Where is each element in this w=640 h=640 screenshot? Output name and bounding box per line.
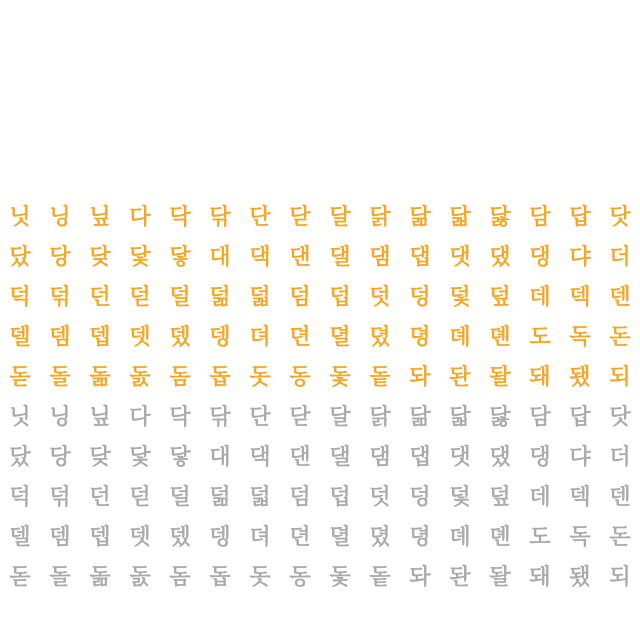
glyph-cell: 돕 bbox=[209, 365, 231, 390]
glyph-cell: 닦 bbox=[209, 405, 231, 430]
glyph-cell: 뎬 bbox=[489, 325, 511, 350]
glyph-cell: 돨 bbox=[489, 565, 511, 590]
glyph-cell: 뎁 bbox=[89, 325, 111, 350]
glyph-cell: 덕 bbox=[9, 285, 31, 310]
glyph-cell: 돤 bbox=[449, 365, 471, 390]
glyph-cell: 답 bbox=[569, 205, 591, 230]
glyph-cell: 데 bbox=[529, 285, 551, 310]
glyph-cell: 뎬 bbox=[489, 525, 511, 550]
glyph-cell: 돨 bbox=[489, 365, 511, 390]
glyph-cell: 뎐 bbox=[289, 325, 311, 350]
glyph-cell: 돛 bbox=[329, 365, 351, 390]
glyph-cell: 닭 bbox=[369, 405, 391, 430]
orange-block-row bbox=[0, 278, 640, 318]
glyph-cell: 댑 bbox=[409, 245, 431, 270]
glyph-cell: 닳 bbox=[489, 205, 511, 230]
glyph-cell: 댁 bbox=[249, 445, 271, 470]
glyph-cell: 닯 bbox=[449, 205, 471, 230]
glyph-cell: 댕 bbox=[529, 245, 551, 270]
glyph-cell: 뎌 bbox=[249, 325, 271, 350]
glyph-cell: 담 bbox=[529, 205, 551, 230]
glyph-cell: 뎄 bbox=[169, 325, 191, 350]
glyph-cell: 돈 bbox=[609, 525, 631, 550]
glyph-cell: 돼 bbox=[529, 565, 551, 590]
glyph-cell: 덫 bbox=[449, 485, 471, 510]
glyph-cell: 닥 bbox=[169, 205, 191, 230]
glyph-cell: 덱 bbox=[569, 485, 591, 510]
glyph-cell: 덤 bbox=[289, 285, 311, 310]
glyph-cell: 다 bbox=[129, 405, 151, 430]
glyph-cell: 댓 bbox=[449, 245, 471, 270]
glyph-cell: 뎔 bbox=[329, 525, 351, 550]
glyph-cell: 댔 bbox=[489, 445, 511, 470]
glyph-cell: 뎄 bbox=[169, 525, 191, 550]
glyph-cell: 덕 bbox=[9, 485, 31, 510]
glyph-cell: 덜 bbox=[169, 485, 191, 510]
glyph-cell: 덧 bbox=[369, 485, 391, 510]
glyph-cell: 덱 bbox=[569, 285, 591, 310]
glyph-cell: 닛 bbox=[9, 205, 31, 230]
glyph-cell: 닳 bbox=[489, 405, 511, 430]
orange-block-row bbox=[0, 318, 640, 358]
gray-block-row bbox=[0, 478, 640, 518]
glyph-cell: 동 bbox=[289, 365, 311, 390]
glyph-cell: 단 bbox=[249, 405, 271, 430]
orange-block-row bbox=[0, 198, 640, 238]
glyph-cell: 덮 bbox=[489, 285, 511, 310]
glyph-cell: 뎔 bbox=[329, 325, 351, 350]
glyph-cell: 돠 bbox=[409, 365, 431, 390]
glyph-cell: 독 bbox=[569, 525, 591, 550]
glyph-cell: 덩 bbox=[409, 285, 431, 310]
glyph-cell: 대 bbox=[209, 245, 231, 270]
glyph-cell: 닝 bbox=[49, 405, 71, 430]
glyph-cell: 됐 bbox=[569, 365, 591, 390]
glyph-cell: 돠 bbox=[409, 565, 431, 590]
glyph-cell: 덥 bbox=[329, 485, 351, 510]
glyph-cell: 돋 bbox=[9, 365, 31, 390]
glyph-cell: 댈 bbox=[329, 245, 351, 270]
glyph-cell: 덛 bbox=[129, 485, 151, 510]
glyph-cell: 닻 bbox=[129, 245, 151, 270]
glyph-cell: 덧 bbox=[369, 285, 391, 310]
glyph-cell: 달 bbox=[329, 405, 351, 430]
glyph-cell: 닸 bbox=[9, 245, 31, 270]
glyph-cell: 돗 bbox=[249, 565, 271, 590]
glyph-cell: 닫 bbox=[289, 205, 311, 230]
glyph-cell: 닺 bbox=[89, 245, 111, 270]
glyph-cell: 닭 bbox=[369, 205, 391, 230]
glyph-cell: 댁 bbox=[249, 245, 271, 270]
glyph-cell: 달 bbox=[329, 205, 351, 230]
glyph-cell: 돐 bbox=[129, 365, 151, 390]
glyph-cell: 던 bbox=[89, 485, 111, 510]
glyph-cell: 덩 bbox=[409, 485, 431, 510]
glyph-cell: 당 bbox=[49, 245, 71, 270]
glyph-cell: 댔 bbox=[489, 245, 511, 270]
glyph-cell: 덖 bbox=[49, 485, 71, 510]
glyph-cell: 덴 bbox=[609, 485, 631, 510]
glyph-cell: 돤 bbox=[449, 565, 471, 590]
glyph-cell: 닻 bbox=[129, 445, 151, 470]
glyph-cell: 덛 bbox=[129, 285, 151, 310]
glyph-cell: 닷 bbox=[609, 405, 631, 430]
glyph-cell: 도 bbox=[529, 525, 551, 550]
glyph-cell: 뎀 bbox=[49, 325, 71, 350]
glyph-cell: 덫 bbox=[449, 285, 471, 310]
glyph-cell: 닝 bbox=[49, 205, 71, 230]
glyph-cell: 돝 bbox=[369, 365, 391, 390]
glyph-cell: 돔 bbox=[169, 565, 191, 590]
glyph-cell: 뎌 bbox=[249, 525, 271, 550]
glyph-cell: 됐 bbox=[569, 565, 591, 590]
glyph-cell: 던 bbox=[89, 285, 111, 310]
glyph-cell: 닮 bbox=[409, 205, 431, 230]
glyph-cell: 덜 bbox=[169, 285, 191, 310]
glyph-cell: 뎠 bbox=[369, 325, 391, 350]
glyph-cell: 덖 bbox=[49, 285, 71, 310]
gray-block-row bbox=[0, 398, 640, 438]
glyph-cell: 닸 bbox=[9, 445, 31, 470]
glyph-cell: 댑 bbox=[409, 445, 431, 470]
glyph-cell: 동 bbox=[289, 565, 311, 590]
glyph-cell: 댓 bbox=[449, 445, 471, 470]
glyph-cell: 닢 bbox=[89, 205, 111, 230]
glyph-cell: 덟 bbox=[249, 285, 271, 310]
glyph-cell: 덥 bbox=[329, 285, 351, 310]
glyph-cell: 뎨 bbox=[449, 525, 471, 550]
glyph-cell: 되 bbox=[609, 565, 631, 590]
glyph-cell: 닦 bbox=[209, 205, 231, 230]
glyph-cell: 뎀 bbox=[49, 525, 71, 550]
glyph-cell: 돛 bbox=[329, 565, 351, 590]
glyph-cell: 도 bbox=[529, 325, 551, 350]
glyph-cell: 닷 bbox=[609, 205, 631, 230]
glyph-cell: 뎡 bbox=[409, 525, 431, 550]
glyph-cell: 덞 bbox=[209, 285, 231, 310]
glyph-cell: 댄 bbox=[289, 445, 311, 470]
gray-block-row bbox=[0, 438, 640, 478]
glyph-cell: 닿 bbox=[169, 245, 191, 270]
glyph-cell: 답 bbox=[569, 405, 591, 430]
glyph-cell: 뎠 bbox=[369, 525, 391, 550]
glyph-cell: 댈 bbox=[329, 445, 351, 470]
glyph-cell: 뎐 bbox=[289, 525, 311, 550]
orange-block-row bbox=[0, 238, 640, 278]
glyph-cell: 돋 bbox=[9, 565, 31, 590]
glyph-cell: 델 bbox=[9, 525, 31, 550]
glyph-cell: 덮 bbox=[489, 485, 511, 510]
glyph-cell: 뎅 bbox=[209, 325, 231, 350]
glyph-cell: 돌 bbox=[49, 565, 71, 590]
glyph-cell: 덞 bbox=[209, 485, 231, 510]
glyph-cell: 닯 bbox=[449, 405, 471, 430]
glyph-cell: 당 bbox=[49, 445, 71, 470]
glyph-cell: 닺 bbox=[89, 445, 111, 470]
glyph-cell: 독 bbox=[569, 325, 591, 350]
glyph-cell: 돗 bbox=[249, 365, 271, 390]
glyph-cell: 덤 bbox=[289, 485, 311, 510]
glyph-cell: 덟 bbox=[249, 485, 271, 510]
glyph-cell: 닮 bbox=[409, 405, 431, 430]
glyph-cell: 뎨 bbox=[449, 325, 471, 350]
glyph-cell: 돝 bbox=[369, 565, 391, 590]
gray-block-row bbox=[0, 518, 640, 558]
glyph-cell: 돌 bbox=[49, 365, 71, 390]
glyph-cell: 돎 bbox=[89, 365, 111, 390]
glyph-cell: 돼 bbox=[529, 365, 551, 390]
glyph-cell: 댐 bbox=[369, 245, 391, 270]
glyph-cell: 닛 bbox=[9, 405, 31, 430]
glyph-cell: 더 bbox=[609, 445, 631, 470]
glyph-cell: 돎 bbox=[89, 565, 111, 590]
glyph-cell: 댜 bbox=[569, 245, 591, 270]
gray-block-row bbox=[0, 558, 640, 598]
orange-block-row bbox=[0, 358, 640, 398]
glyph-cell: 닿 bbox=[169, 445, 191, 470]
glyph-cell: 델 bbox=[9, 325, 31, 350]
glyph-cell: 뎃 bbox=[129, 525, 151, 550]
glyph-cell: 다 bbox=[129, 205, 151, 230]
glyph-cell: 돈 bbox=[609, 325, 631, 350]
glyph-cell: 뎡 bbox=[409, 325, 431, 350]
glyph-cell: 댄 bbox=[289, 245, 311, 270]
glyph-cell: 돐 bbox=[129, 565, 151, 590]
glyph-cell: 돔 bbox=[169, 365, 191, 390]
glyph-cell: 댐 bbox=[369, 445, 391, 470]
glyph-cell: 닢 bbox=[89, 405, 111, 430]
glyph-cell: 닥 bbox=[169, 405, 191, 430]
glyph-cell: 댕 bbox=[529, 445, 551, 470]
glyph-cell: 더 bbox=[609, 245, 631, 270]
glyph-cell: 뎃 bbox=[129, 325, 151, 350]
glyph-cell: 담 bbox=[529, 405, 551, 430]
glyph-cell: 뎅 bbox=[209, 525, 231, 550]
glyph-cell: 대 bbox=[209, 445, 231, 470]
glyph-cell: 데 bbox=[529, 485, 551, 510]
glyph-cell: 덴 bbox=[609, 285, 631, 310]
glyph-cell: 닫 bbox=[289, 405, 311, 430]
glyph-cell: 댜 bbox=[569, 445, 591, 470]
glyph-cell: 뎁 bbox=[89, 525, 111, 550]
glyph-cell: 단 bbox=[249, 205, 271, 230]
glyph-cell: 돕 bbox=[209, 565, 231, 590]
glyph-cell: 되 bbox=[609, 365, 631, 390]
